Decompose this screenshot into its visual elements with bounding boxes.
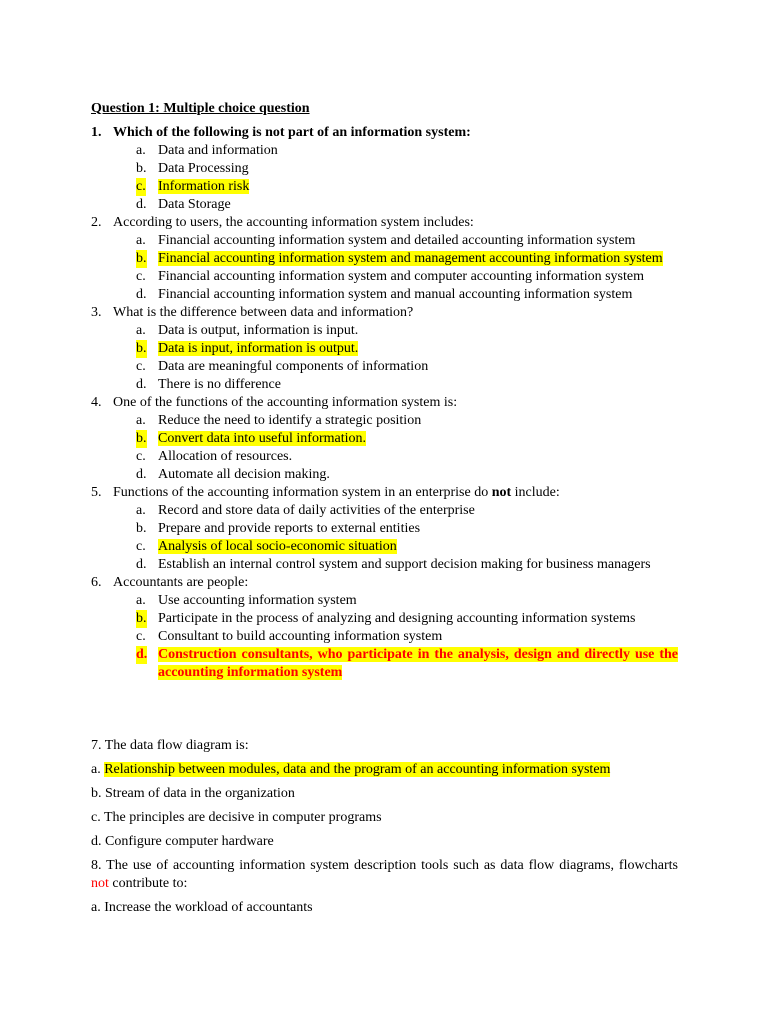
question-text: What is the difference between data and information? [113,305,414,320]
option-text: Data are meaningful components of information [158,359,429,374]
option-4c [91,448,678,466]
option-3c [91,358,678,376]
option-text-highlighted: Financial accounting information system and management accounting information system [158,251,663,266]
option-letter: a. [136,233,146,248]
question-number: 5. [91,485,102,500]
option-letter: a. [136,593,146,608]
option-letter: a. [91,762,101,777]
option-letter: d. [136,467,147,482]
option-2d [91,286,678,304]
option-2b [91,250,678,268]
option-7d [91,833,678,851]
option-4d [91,466,678,484]
option-7c [91,809,678,827]
option-text-highlighted: Analysis of local socio-economic situation [158,539,397,554]
option-3b [91,340,678,358]
option-text: The principles are decisive in computer programs [103,810,382,825]
option-1b [91,160,678,178]
question-number: 1. [91,125,102,140]
option-7a [91,761,678,779]
question-number: 3. [91,305,102,320]
question-number: 2. [91,215,102,230]
option-6a [91,592,678,610]
option-letter: c. [136,269,146,284]
question-3 [91,304,678,322]
question-2 [91,214,678,232]
option-4a [91,412,678,430]
option-letter: d. [136,557,147,572]
question-4 [91,394,678,412]
option-text: Data and information [158,143,278,158]
option-text-highlighted: Relationship between modules, data and the program of an accounting information system [104,762,611,777]
option-3d [91,376,678,394]
option-letter: b. [136,611,147,626]
option-text: Allocation of resources. [158,449,293,464]
option-letter: a. [136,503,146,518]
question-text: Accountants are people: [113,575,249,590]
option-5a [91,502,678,520]
option-text: Financial accounting information system and manual accounting information system [158,287,633,302]
option-text-highlighted: Construction consultants, who participate in the analysis, design and directly use the accounting information system [158,647,678,680]
option-text: Establish an internal control system and support decision making for business managers [158,557,651,572]
option-4b [91,430,678,448]
question-5 [91,484,678,502]
option-letter: c. [136,359,146,374]
option-letter: c. [136,179,146,194]
question-emphasis: not [491,485,512,500]
option-1a [91,142,678,160]
option-1c [91,178,678,196]
question-text-end: contribute to: [108,876,188,891]
question-8 [91,857,678,893]
option-letter: a. [136,413,146,428]
option-letter: d. [136,287,147,302]
option-letter: b. [136,251,147,266]
option-text: Financial accounting information system and computer accounting information system [158,269,644,284]
question-text: 8. The use of accounting information system description tools such as data flow diagrams, flowcharts [91,858,678,873]
option-letter: b. [136,521,147,536]
question-list [91,124,678,682]
option-text: Data is output, information is input. [158,323,359,338]
option-letter: d. [136,377,147,392]
option-text: Prepare and provide reports to external entities [158,521,421,536]
option-letter: c. [136,449,146,464]
question-number: 4. [91,395,102,410]
option-5c [91,538,678,556]
question-1 [91,124,678,142]
option-text-highlighted: Convert data into useful information. [158,431,367,446]
option-text: Use accounting information system [158,593,357,608]
option-letter: b. [136,431,147,446]
option-letter: b. [136,341,147,356]
question-text: Functions of the accounting information system in an enterprise do [113,485,492,500]
question-7: 7. The data flow diagram is: [91,738,249,753]
question-text: Which of the following is not part of an information system: [113,125,471,140]
option-5d [91,556,678,574]
option-letter: d. [136,197,147,212]
option-letter: a. [91,900,101,915]
question-emphasis-red: not [91,876,109,891]
option-text: Automate all decision making. [158,467,330,482]
question-text: One of the functions of the accounting information system is: [113,395,458,410]
option-text: Data Processing [158,161,249,176]
section-heading: Question 1: Multiple choice question [91,101,310,116]
option-text: Participate in the process of analyzing and designing accounting information systems [158,611,636,626]
option-text: There is no difference [158,377,281,392]
option-2a [91,232,678,250]
option-letter: b. [91,786,102,801]
option-text: Stream of data in the organization [105,786,295,801]
option-text-highlighted: Information risk [158,179,250,194]
option-letter: b. [136,161,147,176]
question-text-end: include: [511,485,560,500]
option-text: Consultant to build accounting information system [158,629,443,644]
option-text: Data Storage [158,197,231,212]
option-2c [91,268,678,286]
option-1d [91,196,678,214]
option-text: Financial accounting information system and detailed accounting information system [158,233,636,248]
option-7b [91,785,678,803]
option-text: Reduce the need to identify a strategic position [158,413,422,428]
question-text: According to users, the accounting information system includes: [113,215,474,230]
option-text: Record and store data of daily activities of the enterprise [158,503,475,518]
option-letter: d. [136,647,148,662]
option-6b [91,610,678,628]
option-letter: a. [136,323,146,338]
option-6d [91,646,678,682]
option-letter: c. [91,810,101,825]
question-number: 6. [91,575,102,590]
option-letter: c. [136,629,146,644]
option-5b [91,520,678,538]
option-letter: c. [136,539,146,554]
option-6c [91,628,678,646]
option-8a [91,899,678,917]
option-text-highlighted: Data is input, information is output. [158,341,359,356]
option-3a [91,322,678,340]
option-text: Configure computer hardware [105,834,274,849]
option-text: Increase the workload of accountants [104,900,313,915]
option-letter: d. [91,834,102,849]
option-letter: a. [136,143,146,158]
question-6 [91,574,678,592]
